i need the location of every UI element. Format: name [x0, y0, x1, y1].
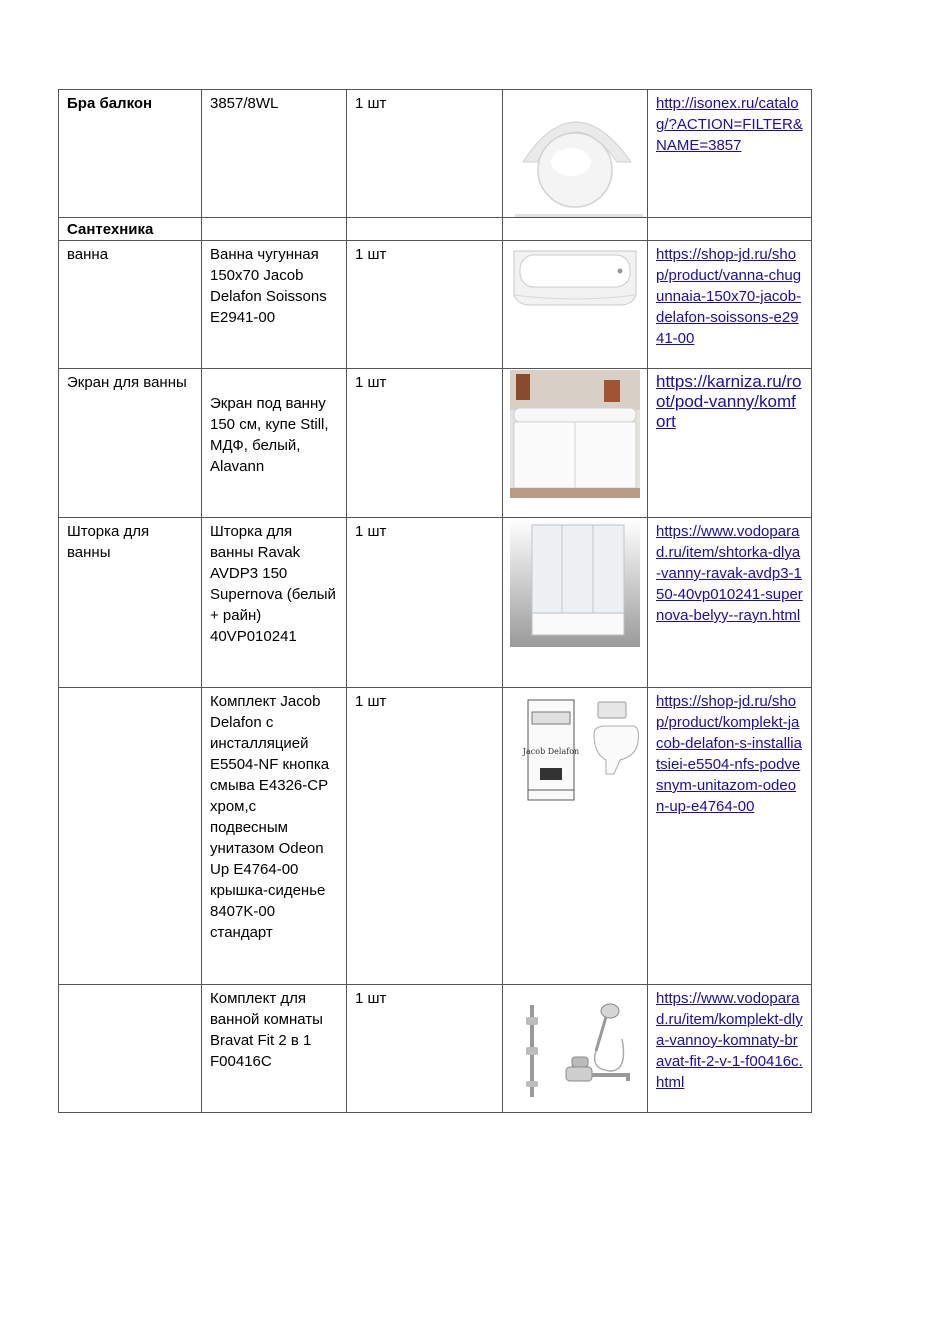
- item-image-cell: [503, 241, 648, 369]
- product-link[interactable]: https://www.vodoparad.ru/item/komplekt-dlya-vannoy-komnaty-bravat-fit-2-v-1-f00416c.html: [656, 990, 803, 1091]
- wall-lamp-image: [505, 90, 645, 217]
- item-qty: 1 шт: [347, 688, 503, 985]
- section-row: [59, 218, 812, 241]
- item-image-cell: [503, 90, 648, 218]
- item-name: Экран для ванны: [59, 369, 202, 518]
- item-qty: 1 шт: [347, 369, 503, 518]
- product-link[interactable]: https://www.vodoparad.ru/item/shtorka-dlya-vanny-ravak-avdp3-150-40vp010241-supernova-belyy--rayn.html: [656, 523, 803, 624]
- product-link[interactable]: https://karniza.ru/root/pod-vanny/komfort: [656, 372, 802, 431]
- table-row: [59, 369, 812, 518]
- item-name: Шторка для ванны: [59, 518, 202, 688]
- bath-curtain-image: [510, 519, 640, 647]
- toilet-installation-image: [510, 694, 640, 804]
- item-link-cell: [648, 688, 812, 985]
- product-link[interactable]: https://shop-jd.ru/shop/product/komplekt-jacob-delafon-s-installiatsiei-e5504-nfs-podvesnym-unitazom-odeon-up-e4764-00: [656, 693, 802, 815]
- section-title: Сантехника: [59, 218, 202, 241]
- svg-text:Jacob Delafon: Jacob Delafon: [522, 747, 580, 756]
- item-product: 3857/8WL: [202, 90, 347, 218]
- table-row: [59, 241, 812, 369]
- item-link-cell: [648, 241, 812, 369]
- table-row: [59, 688, 812, 985]
- item-link-cell: [648, 985, 812, 1113]
- table-row: [59, 90, 812, 218]
- item-product: Экран под ванну 150 см, купе Still, МДФ, белый, Alavann: [210, 395, 329, 475]
- shower-set-image: [510, 999, 640, 1109]
- item-link-cell: [648, 518, 812, 688]
- item-link-cell: [648, 369, 812, 518]
- item-image-cell: [503, 688, 648, 985]
- item-product: Комплект для ванной комнаты Bravat Fit 2 в 1 F00416C: [202, 985, 347, 1113]
- item-image-cell: [503, 985, 648, 1113]
- item-name: Бра балкон: [59, 90, 202, 218]
- item-product-cell: [202, 369, 347, 518]
- item-qty: 1 шт: [347, 90, 503, 218]
- item-image-cell: [503, 369, 648, 518]
- item-qty: 1 шт: [347, 241, 503, 369]
- item-link-cell: [648, 90, 812, 218]
- item-product: Шторка для ванны Ravak AVDP3 150 Supernova (белый + райн) 40VP010241: [202, 518, 347, 688]
- table-row: [59, 985, 812, 1113]
- product-link[interactable]: https://shop-jd.ru/shop/product/vanna-chugunnaia-150x70-jacob-delafon-soissons-e2941-00: [656, 246, 802, 347]
- item-name: [59, 688, 202, 985]
- specification-table: [58, 89, 812, 1113]
- bath-screen-image: [510, 370, 640, 498]
- item-qty: 1 шт: [347, 518, 503, 688]
- item-product: Ванна чугунная 150х70 Jacob Delafon Soissons E2941-00: [202, 241, 347, 369]
- item-name: [59, 985, 202, 1113]
- table-row: [59, 518, 812, 688]
- product-link[interactable]: http://isonex.ru/catalog/?ACTION=FILTER&NAME=3857: [656, 95, 803, 154]
- bathtub-image: [510, 243, 640, 307]
- item-product: Комплект Jacob Delafon с инсталляцией E5504-NF кнопка смыва E4326-CP хром,с подвесным унитазом Odeon Up E4764-00 крышка-сиденье 8407K-00 стандарт: [202, 688, 347, 985]
- item-name: ванна: [59, 241, 202, 369]
- item-image-cell: [503, 518, 648, 688]
- item-qty: 1 шт: [347, 985, 503, 1113]
